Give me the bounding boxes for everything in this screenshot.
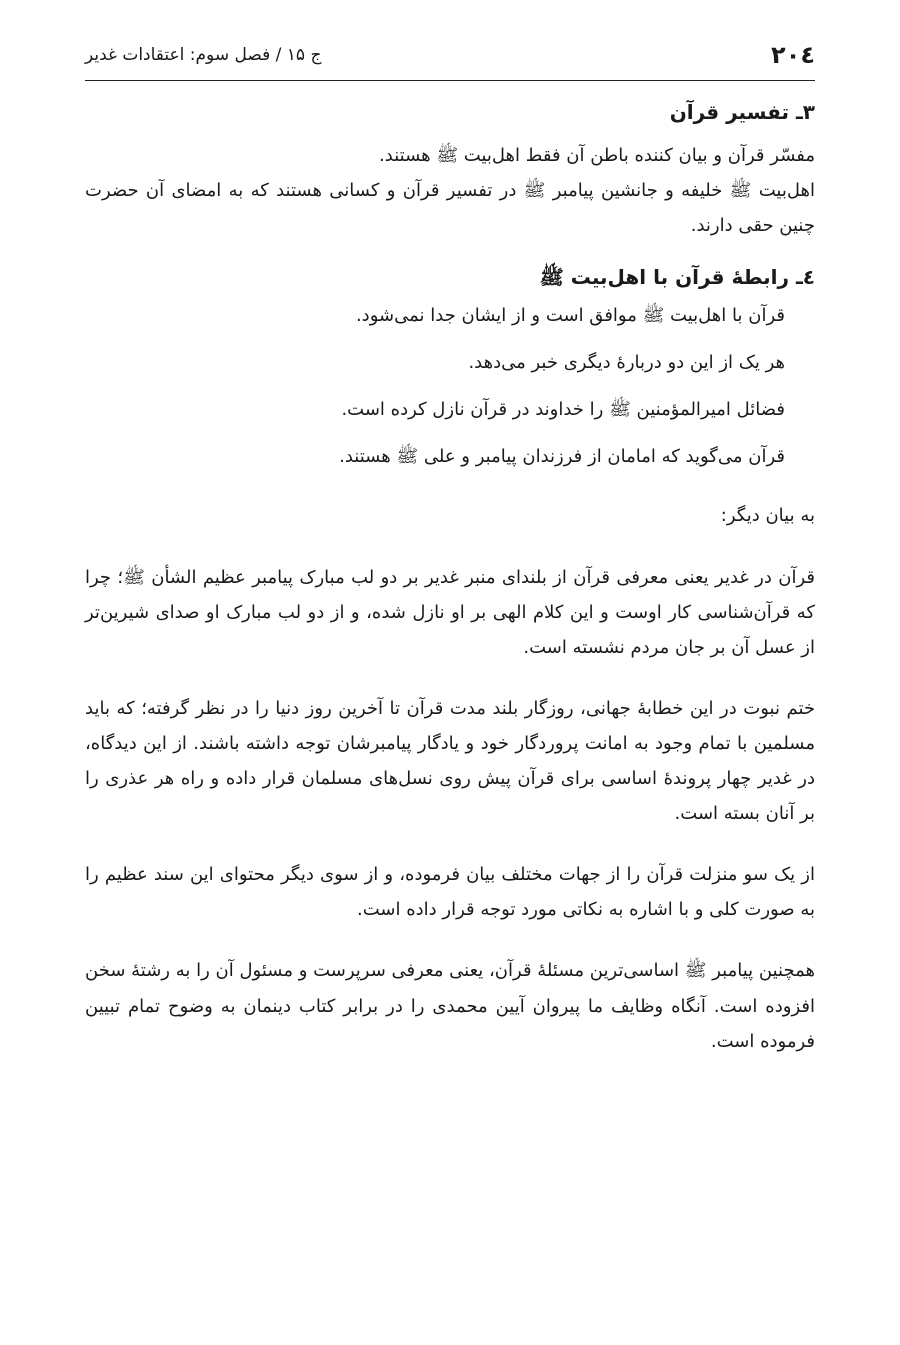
page-content <box>85 96 815 1059</box>
section-4-heading: ٤ـ رابطهٔ قرآن با اهل‌بیت ﷺ <box>539 265 815 290</box>
section-4-line: قرآن با اهل‌بیت ﷺ موافق است و از ایشان جدا نمی‌شود. <box>355 305 785 327</box>
section-4-line: قرآن می‌گوید که امامان از فرزندان پیامبر و علی ﷺ هستند. <box>339 445 785 467</box>
body-paragraph: از یک سو منزلت قرآن را از جهات مختلف بیان فرموده، و از سوی دیگر محتوای این سند عظیم را به صورت کلی و با اشاره به نکاتی مورد توجه قرار داده است. <box>85 864 815 921</box>
page-header <box>85 30 815 81</box>
intro-line: به بیان دیگر: <box>720 505 815 527</box>
body-paragraph: همچنین پیامبر ﷺ اساسی‌ترین مسئلهٔ قرآن، یعنی معرفی سرپرست و مسئول آن را به رشتهٔ سخن افزوده است. آنگاه وظایف ما پیروان آیین محمدی را در برابر کتاب دینمان به وضوح تمام تبیین فرموده است. <box>85 960 815 1052</box>
section-3-paragraph-2: اهل‌بیت ﷺ خلیفه و جانشین پیامبر ﷺ در تفسیر قرآن و کسانی هستند که به امضای آن حضرت چنین حقی دارند. <box>85 180 815 237</box>
body-paragraph: ختم نبوت در این خطابهٔ جهانی، روزگار بلند مدت قرآن تا آخرین روز دنیا را در نظر گرفته؛ که باید مسلمین با تمام وجود به امانت پروردگار خود و یادگار پیامبرشان توجه داشته باشند. از این دیدگاه، در غدیر چهار پروندهٔ اساسی برای قرآن پیش روی نسل‌های مسلمان قرار داده و راه هر عذری را بر آنان بسته است. <box>85 697 815 825</box>
section-3-paragraph-1: مفسّر قرآن و بیان کننده باطن آن فقط اهل‌بیت ﷺ هستند. <box>379 145 815 166</box>
section-4-line: هر یک از این دو دربارهٔ دیگری خبر می‌دهد. <box>468 352 785 374</box>
body-paragraph: قرآن در غدیر یعنی معرفی قرآن از بلندای منبر غدیر بر دو لب مبارک پیامبر عظیم الشأن ﷺ؛ چرا که قرآن‌شناسی کار اوست و این کلام الهی بر او نازل شده، و از دو لب مبارک او صدای شیرین‌تر از عسل آن بر جان مردم نشسته است. <box>85 566 815 658</box>
section-3-heading: ۳ـ تفسیر قرآن <box>669 100 815 124</box>
section-4-line: فضائل امیرالمؤمنین ﷺ را خداوند در قرآن نازل کرده است. <box>341 398 785 420</box>
page-number: ۲۰٤ <box>771 41 815 69</box>
running-title: ج ۱۵ / فصل سوم: اعتقادات غدیر <box>85 45 322 65</box>
